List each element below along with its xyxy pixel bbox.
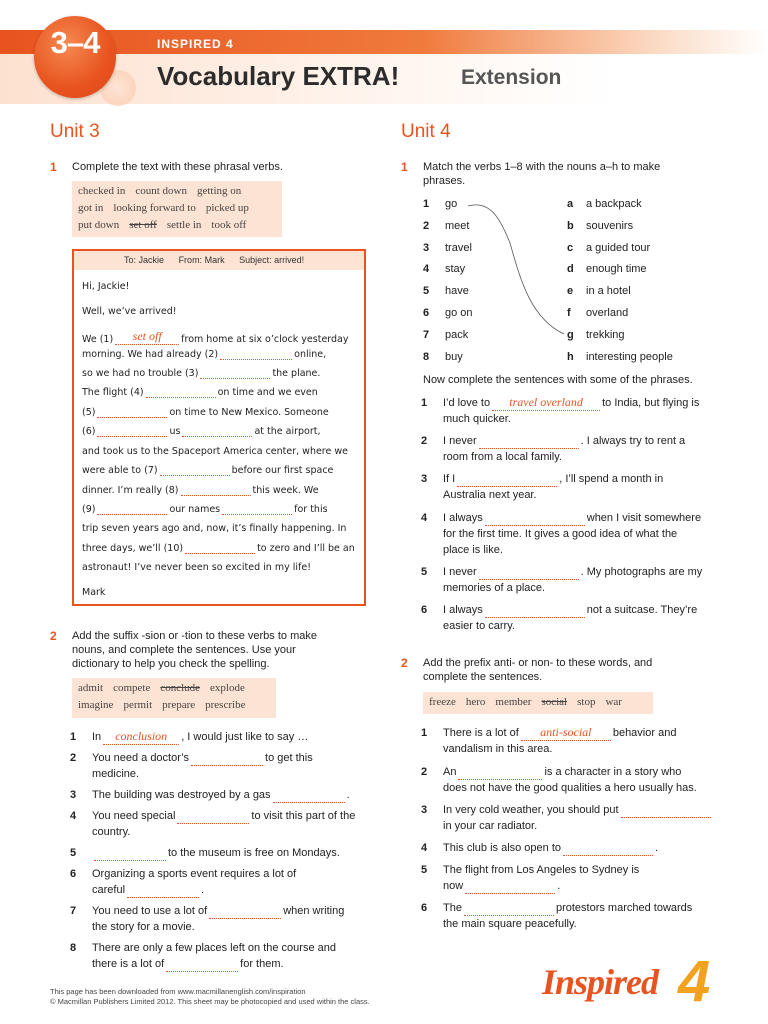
gap-number: (2) xyxy=(204,349,219,360)
email-line xyxy=(82,504,328,515)
text: from home at six o’clock yesterday xyxy=(181,334,349,345)
gap-9a[interactable] xyxy=(97,504,167,515)
gap-6b[interactable] xyxy=(182,426,252,437)
text: for the first time. It gives a good idea of what the xyxy=(443,528,678,540)
noun-item xyxy=(567,307,628,319)
match-line xyxy=(460,198,570,338)
item-number: 4 xyxy=(421,842,428,854)
word-used: conclude xyxy=(160,682,201,694)
subject-field xyxy=(239,255,304,265)
unit4-ex1-item xyxy=(421,433,731,465)
gap-4[interactable] xyxy=(146,387,216,398)
verb-text: pack xyxy=(445,328,469,341)
unit4-ex2-item xyxy=(421,900,741,932)
item-number: 1 xyxy=(421,397,428,409)
unit3-ex2-word-box xyxy=(72,678,276,718)
gap-5[interactable] xyxy=(97,407,167,418)
text: when writing xyxy=(283,905,345,917)
text: In xyxy=(92,731,102,743)
email-greeting: Hi, Jackie! xyxy=(82,281,130,292)
word: looking forward to xyxy=(113,202,196,214)
gap-number: (6) xyxy=(82,426,96,437)
subject-value: arrived! xyxy=(274,255,305,265)
noun-letter: h xyxy=(567,350,574,363)
gap-number: (5) xyxy=(82,407,96,418)
to-value: Jackie xyxy=(138,255,165,265)
unit4-ex2-instruction xyxy=(423,656,652,684)
instruction-line: nouns, and complete the sentences. Use your xyxy=(72,644,296,656)
word: getting on xyxy=(196,185,242,197)
gap-10[interactable] xyxy=(185,543,255,554)
answer: conclusion xyxy=(103,729,179,745)
verb-number: 1 xyxy=(423,198,430,210)
item-number: 5 xyxy=(421,864,428,876)
text: on time and we even xyxy=(217,387,318,398)
email-line: astronaut! I’ve never been so excited in my life! xyxy=(82,562,311,573)
gap[interactable] xyxy=(209,908,281,919)
item-number: 1 xyxy=(70,731,77,743)
item-number: 2 xyxy=(70,752,77,764)
text: to India, but flying is xyxy=(602,397,700,409)
email-line xyxy=(82,485,319,496)
noun-letter: c xyxy=(567,241,574,254)
email-signoff: Mark xyxy=(82,587,106,598)
word: compete xyxy=(113,682,151,694)
series-name: INSPIRED 4 xyxy=(157,37,234,51)
text: country. xyxy=(92,826,131,838)
gap[interactable] xyxy=(479,438,579,449)
verb-number: 6 xyxy=(423,307,430,319)
text: vandalism in this area. xyxy=(443,743,553,755)
unit4-ex1-item xyxy=(421,510,731,558)
gap[interactable] xyxy=(457,476,557,487)
unit4-ex1-item xyxy=(421,564,731,596)
text: the plane. xyxy=(272,368,321,379)
text: The flight xyxy=(82,387,128,398)
text: at the airport, xyxy=(254,426,321,437)
word: member xyxy=(495,696,532,708)
text: An xyxy=(443,766,457,778)
email-line xyxy=(82,368,320,379)
noun-item xyxy=(567,220,633,232)
verb-text: go on xyxy=(445,307,473,319)
page-subtitle: Extension xyxy=(461,66,562,89)
verb-number: 4 xyxy=(423,263,430,276)
subject-label: Subject: xyxy=(239,255,272,265)
gap-3[interactable] xyxy=(200,368,270,379)
gap[interactable] xyxy=(273,792,345,803)
noun-letter: b xyxy=(567,219,574,232)
answer: anti-social xyxy=(521,725,611,741)
gap-number: (7) xyxy=(144,465,158,476)
text: . xyxy=(655,842,659,854)
item-number: 5 xyxy=(421,566,428,578)
text: You need a doctor’s xyxy=(92,752,190,764)
text: us xyxy=(169,426,181,437)
text: the main square peacefully. xyxy=(443,918,577,930)
noun-text: interesting people xyxy=(586,350,673,363)
unit-badge-number: 3–4 xyxy=(50,25,100,60)
word: checked in xyxy=(78,185,126,197)
instruction-line: Add the suffix -sion or -tion to these verbs to make xyxy=(72,630,317,642)
item-number: 3 xyxy=(421,473,428,485)
from-value: Mark xyxy=(204,255,225,265)
unit4-heading: Unit 4 xyxy=(401,121,451,142)
text: room from a local family. xyxy=(443,451,562,463)
page-title: Vocabulary EXTRA! xyxy=(157,61,400,91)
word: prepare xyxy=(162,699,196,711)
text: . I always try to rent a xyxy=(580,435,686,447)
gap[interactable] xyxy=(191,755,263,766)
inspired-logo-number: 4 xyxy=(678,949,711,1014)
text: so we had no trouble xyxy=(82,368,182,379)
text: for them. xyxy=(240,958,284,970)
gap-2[interactable] xyxy=(220,349,292,360)
gap[interactable] xyxy=(485,607,585,618)
item-number: 5 xyxy=(70,847,77,859)
noun-item xyxy=(567,285,631,297)
unit3-ex2-item xyxy=(70,903,370,935)
verb-text: buy xyxy=(445,350,463,363)
text: The building was destroyed by a gas xyxy=(92,789,271,801)
instruction-line: Match the verbs 1–8 with the nouns a–h to make xyxy=(423,161,661,173)
verb-number: 5 xyxy=(423,285,430,298)
noun-item xyxy=(567,351,673,363)
word: explode xyxy=(210,682,245,694)
word: got in xyxy=(78,202,104,214)
email-opener: Well, we’ve arrived! xyxy=(82,306,177,317)
noun-letter: g xyxy=(567,328,574,341)
word: stop xyxy=(577,696,596,708)
text: Organizing a sports event requires a lot of xyxy=(92,868,297,880)
instruction-line: dictionary to help you check the spelling. xyxy=(72,658,270,670)
text: There is a lot of xyxy=(443,727,519,739)
item-number: 7 xyxy=(70,905,77,917)
unit3-ex1-instruction: Complete the text with these phrasal verbs. xyxy=(72,161,283,173)
text: The flight from Los Angeles to Sydney is xyxy=(443,864,640,876)
gap[interactable] xyxy=(621,807,711,818)
answer-1: set off xyxy=(115,329,179,345)
unit4-ex2-item xyxy=(421,862,741,894)
instruction-line: complete the sentences. xyxy=(423,671,543,683)
word: admit xyxy=(78,682,104,694)
item-number: 6 xyxy=(70,868,77,880)
text: behavior and xyxy=(612,727,677,739)
footer-line: © Macmillan Publishers Limited 2012. This sheet may be photocopied and used within the class. xyxy=(50,997,370,1006)
email-line xyxy=(82,329,349,345)
text: protestors marched towards xyxy=(555,902,693,914)
text: . xyxy=(346,789,350,801)
item-number: 4 xyxy=(421,512,428,524)
noun-letter: e xyxy=(567,285,574,298)
text: We (1) xyxy=(82,334,114,345)
to-field xyxy=(124,255,164,265)
text: memories of a place. xyxy=(443,582,546,594)
text: You need special xyxy=(92,810,176,822)
gap-9b[interactable] xyxy=(222,504,292,515)
item-number: 1 xyxy=(421,727,428,739)
gap-number: (4) xyxy=(130,387,144,398)
email-line xyxy=(82,407,329,418)
unit4-ex1-item xyxy=(421,471,731,503)
word: count down xyxy=(135,185,187,197)
gap[interactable] xyxy=(94,850,166,861)
unit3-ex2-item xyxy=(70,808,370,840)
verb-number: 2 xyxy=(423,219,430,232)
verb-text: stay xyxy=(445,263,466,276)
item-number: 6 xyxy=(421,604,428,616)
text: to visit this part of the xyxy=(251,810,356,822)
email-line xyxy=(82,543,355,554)
inspired-logo: Inspired xyxy=(542,962,659,1002)
text: this week. We xyxy=(252,485,319,496)
text: . xyxy=(201,884,205,896)
instruction-line: Add the prefix anti- or non- to these words, and xyxy=(423,657,653,669)
word-used: set off xyxy=(129,219,157,231)
gap-number: (9) xyxy=(82,504,96,515)
unit4-ex1-item xyxy=(421,602,731,634)
gap-8[interactable] xyxy=(181,485,251,496)
text: , I’ll spend a month in xyxy=(559,473,664,485)
unit4-ex1-instruction2: Now complete the sentences with some of the phrases. xyxy=(423,374,693,386)
gap-7[interactable] xyxy=(160,465,230,476)
text: The xyxy=(443,902,462,914)
verb-text: have xyxy=(445,285,469,298)
email-header xyxy=(74,251,364,270)
text: dinner. I’m really xyxy=(82,485,162,496)
unit3-ex2-item xyxy=(70,940,370,972)
item-number: 2 xyxy=(421,435,428,447)
word: put down xyxy=(78,219,120,231)
text: If I xyxy=(443,473,456,485)
noun-text: a backpack xyxy=(586,198,642,210)
text: There are only a few places left on the course and xyxy=(92,942,336,954)
word: prescribe xyxy=(205,699,246,711)
gap-number: (3) xyxy=(184,368,199,379)
gap-6a[interactable] xyxy=(97,426,167,437)
text: our names xyxy=(169,504,221,515)
email-line: trip seven years ago and, now, it’s finally happening. In xyxy=(82,523,347,534)
unit4-ex1-number: 1 xyxy=(401,160,408,174)
word: took off xyxy=(211,219,247,231)
gap-number: (8) xyxy=(165,485,179,496)
verb-item xyxy=(423,351,463,363)
instruction-line: phrases. xyxy=(423,175,466,187)
text: place is like. xyxy=(443,544,503,556)
text: I’d love to xyxy=(443,397,491,409)
unit4-ex2-item xyxy=(421,725,741,757)
unit3-ex2-item xyxy=(70,750,370,782)
word: hero xyxy=(465,696,486,708)
word: freeze xyxy=(429,696,456,708)
noun-item xyxy=(567,263,647,275)
gap[interactable] xyxy=(465,883,555,894)
email-line xyxy=(82,349,326,360)
text: careful xyxy=(92,884,126,896)
verb-text: travel xyxy=(445,241,472,254)
noun-text: trekking xyxy=(586,328,625,341)
text: I never xyxy=(443,435,477,447)
item-number: 4 xyxy=(70,810,77,822)
text: I never xyxy=(443,566,477,578)
text: . xyxy=(557,880,561,892)
gap[interactable] xyxy=(458,769,542,780)
text: easier to carry. xyxy=(443,620,515,632)
unit4-ex2-item xyxy=(421,802,741,834)
text: morning. We had already xyxy=(82,349,202,360)
noun-text: in a hotel xyxy=(586,285,631,298)
gap[interactable] xyxy=(485,515,585,526)
text: to get this xyxy=(265,752,313,764)
word: picked up xyxy=(205,202,249,214)
email-box xyxy=(72,249,366,606)
gap[interactable] xyxy=(464,905,554,916)
text: You need to use a lot of xyxy=(92,905,208,917)
unit3-ex1-number: 1 xyxy=(50,160,57,174)
email-line: and took us to the Spaceport America center, where we xyxy=(82,446,348,457)
noun-text: enough time xyxy=(586,263,647,276)
from-label: From: xyxy=(178,255,203,265)
unit3-ex2-number: 2 xyxy=(50,629,57,643)
gap-number: (10) xyxy=(163,543,184,554)
unit4-ex2-number: 2 xyxy=(401,656,408,670)
noun-text: overland xyxy=(586,307,629,319)
text: now xyxy=(443,880,464,892)
verb-number: 8 xyxy=(423,350,430,363)
text: to the museum is free on Mondays. xyxy=(168,847,340,859)
noun-letter: f xyxy=(567,307,571,319)
text: does not have the good qualities a hero usually has. xyxy=(443,782,697,794)
unit3-ex2-instruction xyxy=(72,629,317,671)
text: not a suitcase. They’re xyxy=(586,604,698,616)
to-label: To: xyxy=(124,255,137,265)
text: I always xyxy=(443,604,483,616)
item-number: 6 xyxy=(421,902,428,914)
text: three days, we’ll xyxy=(82,543,161,554)
noun-item xyxy=(567,198,642,210)
verb-number: 7 xyxy=(423,328,430,341)
verb-number: 3 xyxy=(423,241,430,254)
word: war xyxy=(605,696,622,708)
text: medicine. xyxy=(92,768,140,780)
text: were able to xyxy=(82,465,142,476)
text: is a character in a story who xyxy=(544,766,682,778)
noun-item xyxy=(567,242,650,254)
item-number: 8 xyxy=(70,942,77,954)
unit3-ex1-word-box xyxy=(72,181,282,237)
word: permit xyxy=(123,699,153,711)
word: imagine xyxy=(78,699,114,711)
item-number: 3 xyxy=(70,789,77,801)
text: Australia next year. xyxy=(443,489,537,501)
unit3-heading: Unit 3 xyxy=(50,121,100,142)
word: settle in xyxy=(166,219,202,231)
footer-line: This page has been downloaded from www.macmillanenglish.com/inspiration xyxy=(50,987,306,996)
noun-letter: d xyxy=(567,263,574,276)
verb-item xyxy=(423,198,457,210)
email-line xyxy=(82,387,318,398)
item-number: 3 xyxy=(421,804,428,816)
noun-item xyxy=(567,329,625,341)
text: there is a lot of xyxy=(92,958,165,970)
item-number: 2 xyxy=(421,766,428,778)
text: on time to New Mexico. Someone xyxy=(169,407,329,418)
text: when I visit somewhere xyxy=(586,512,702,524)
gap[interactable] xyxy=(563,845,653,856)
unit3-ex2-item xyxy=(70,866,370,898)
footer-copyright xyxy=(50,987,370,1007)
gap[interactable] xyxy=(127,887,199,898)
text: for this xyxy=(294,504,328,515)
text: to zero and I’ll be an xyxy=(257,543,355,554)
verb-item xyxy=(423,263,465,275)
noun-text: a guided tour xyxy=(586,241,651,254)
text: This club is also open to xyxy=(443,842,562,854)
text: in your car radiator. xyxy=(443,820,538,832)
verb-text: go xyxy=(445,198,458,210)
email-line xyxy=(82,465,333,476)
text: In very cold weather, you should put xyxy=(443,804,619,816)
text: . My photographs are my xyxy=(580,566,703,578)
from-field xyxy=(179,255,225,265)
verb-text: meet xyxy=(445,219,470,232)
unit4-ex1-item xyxy=(421,395,731,427)
text: online, xyxy=(294,349,327,360)
gap[interactable] xyxy=(479,569,579,580)
word-used: social xyxy=(541,696,568,708)
unit4-ex2-word-box xyxy=(423,692,653,714)
text: I always xyxy=(443,512,483,524)
text: the story for a movie. xyxy=(92,921,195,933)
unit4-ex1-instruction xyxy=(423,160,660,188)
gap[interactable] xyxy=(177,813,249,824)
text: , I would just like to say … xyxy=(181,731,309,743)
email-line xyxy=(82,426,321,437)
noun-text: souvenirs xyxy=(586,219,634,232)
answer: travel overland xyxy=(492,395,600,411)
unit4-ex2-item xyxy=(421,764,741,796)
text: much quicker. xyxy=(443,413,511,425)
noun-letter: a xyxy=(567,198,574,210)
text: before our first space xyxy=(231,465,334,476)
gap[interactable] xyxy=(166,961,238,972)
